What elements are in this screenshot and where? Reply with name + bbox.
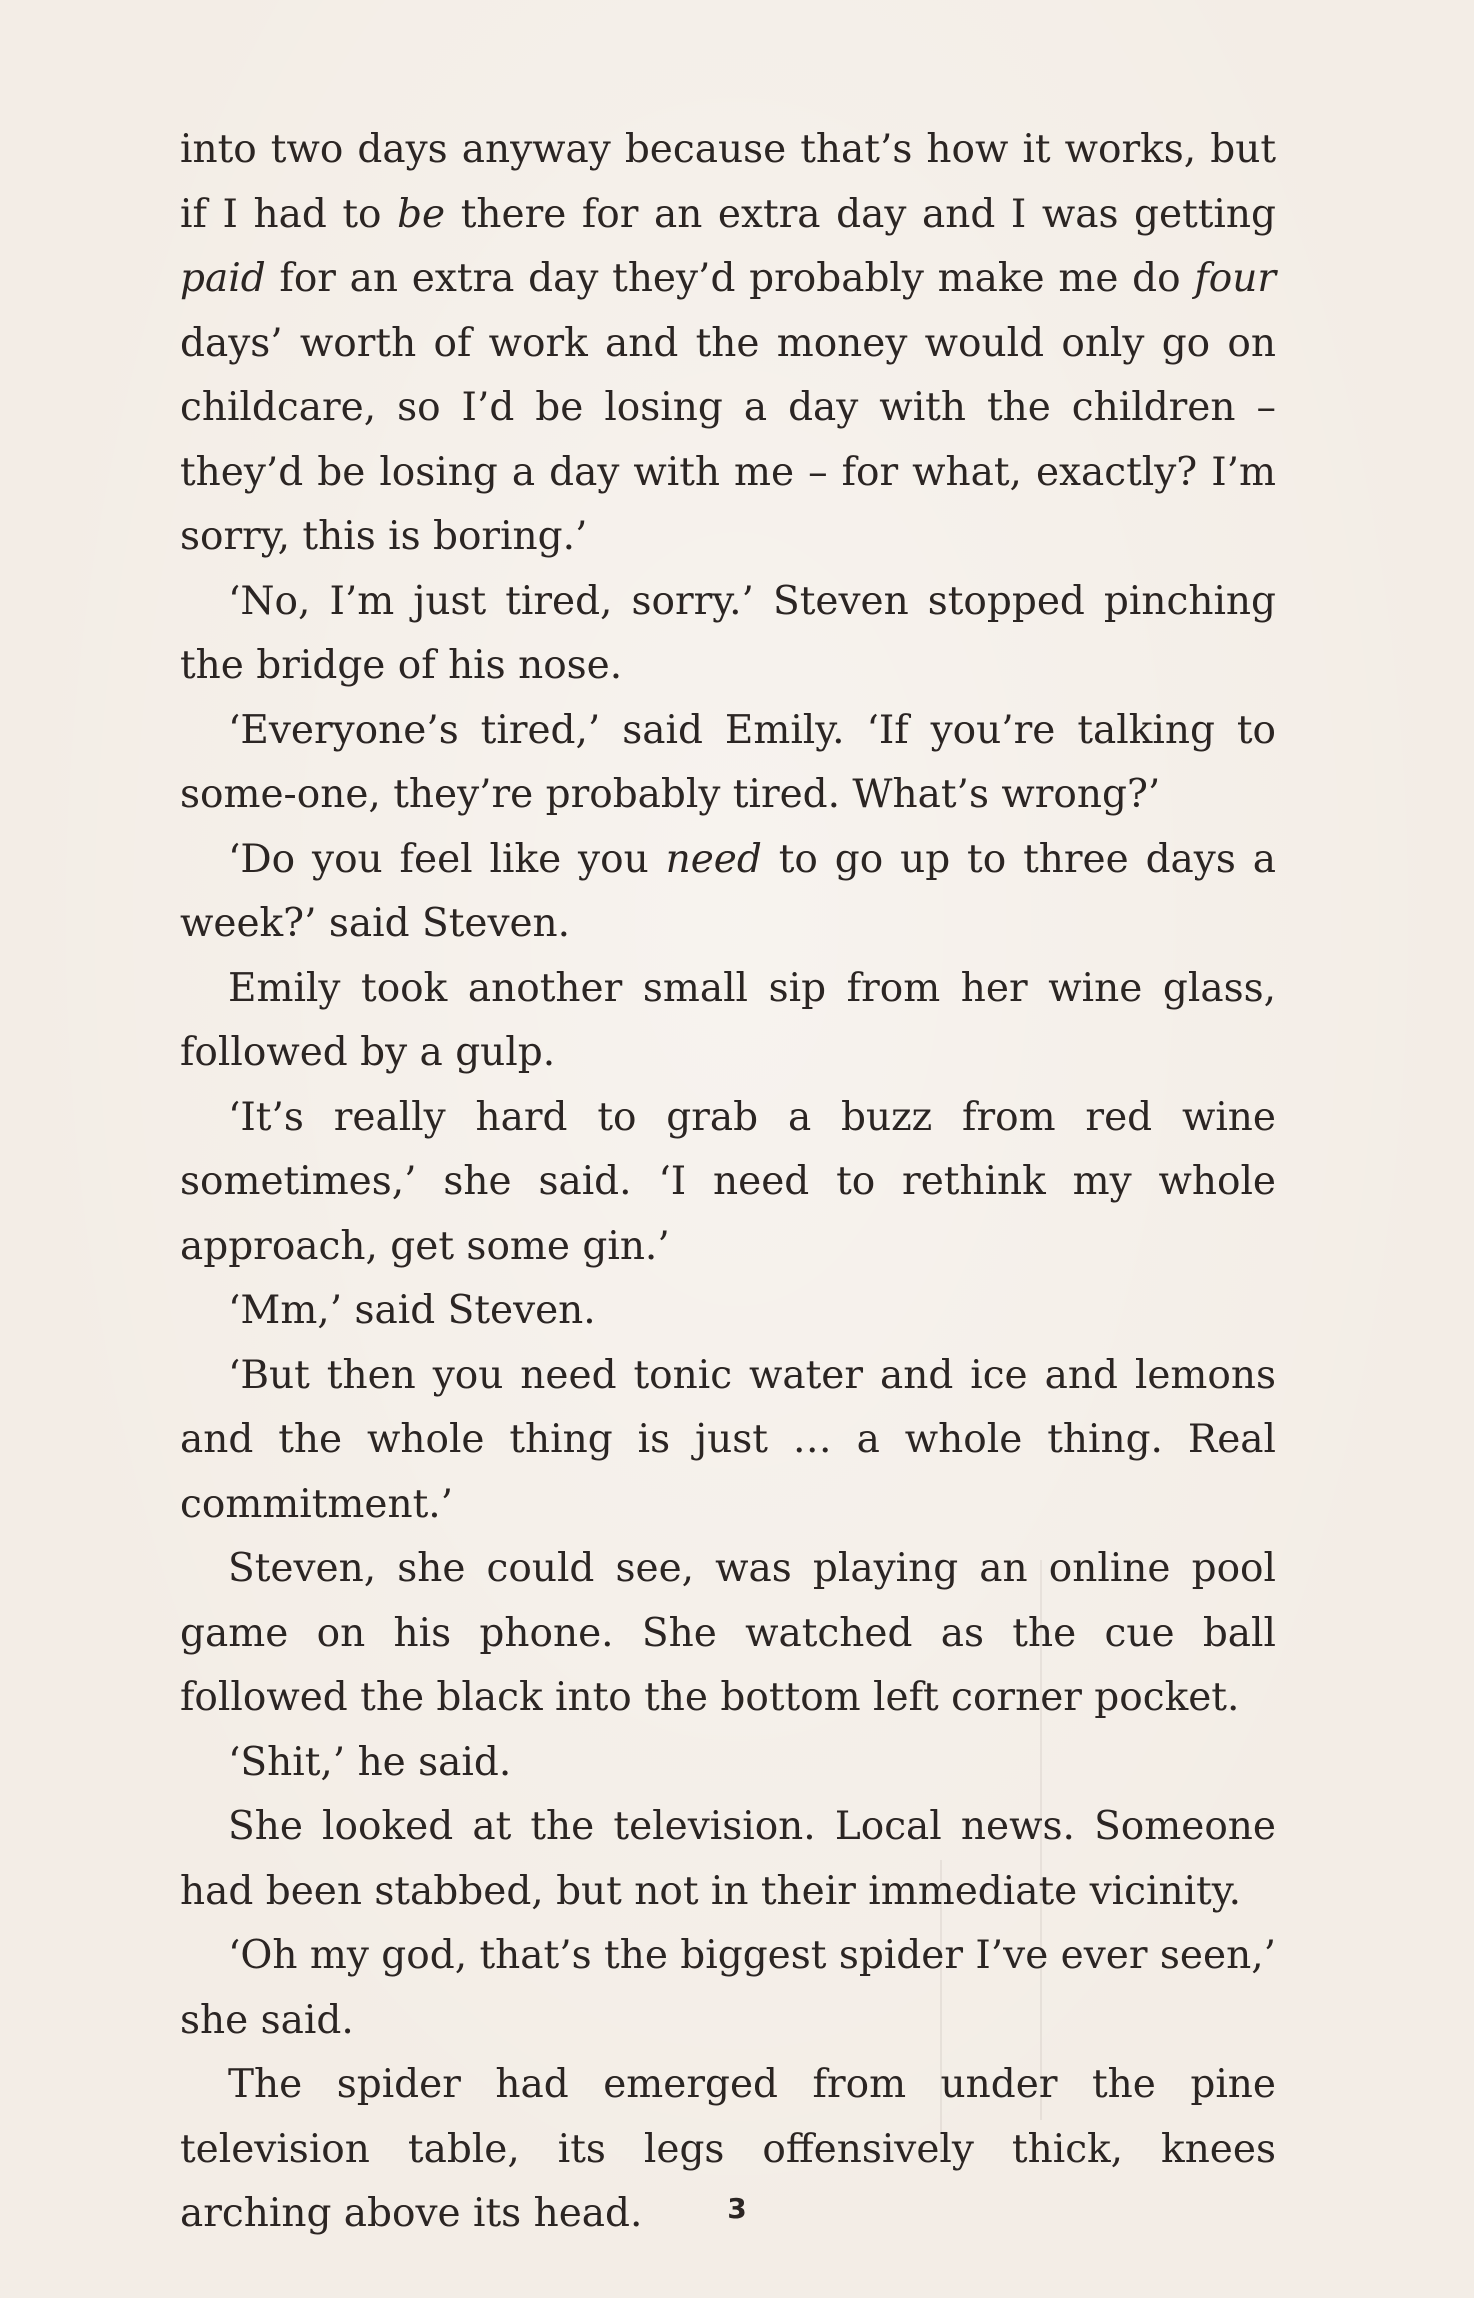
paragraph (180, 699, 1276, 828)
paragraph (180, 1279, 1276, 1344)
text-segment: ‘Oh my god, that’s the biggest spider I’ve ever seen,’ she said. (180, 1933, 1276, 2043)
text-segment: Emily took another small sip from her wine glass, followed by a gulp. (180, 965, 1276, 1075)
paragraph (180, 1537, 1276, 1731)
text-segment: ‘Everyone’s tired,’ said Emily. ‘If you’re talking to some-one, they’re probably tired. What’s wrong?’ (180, 707, 1276, 817)
text-segment: ‘Shit,’ he said. (228, 1739, 512, 1785)
paragraph (180, 118, 1276, 570)
paragraph (180, 1795, 1276, 1924)
text-segment: Steven, she could see, was playing an online pool game on his phone. She watched as the cue ball followed the black into the bottom left corner pocket. (180, 1546, 1276, 1720)
paragraph (180, 1344, 1276, 1538)
page-number: 3 (727, 2192, 747, 2225)
paragraph (180, 1731, 1276, 1796)
paragraph (180, 957, 1276, 1086)
text-segment: days’ worth of work and the money would only go on childcare, so I’d be losing a day with the children – they’d be losing a day with me – for what, exactly? I’m sorry, this is boring.’ (180, 320, 1276, 559)
text-segment: ‘But then you need tonic water and ice and lemons and the whole thing is just … a whole thing. Real commitment.’ (180, 1352, 1276, 1527)
text-segment: into two days anyway because that’s how it works, but if I had to (180, 127, 1276, 237)
italic-text: need (665, 836, 762, 882)
text-segment: there for an extra day and I was getting (445, 191, 1276, 237)
text-segment: ‘Mm,’ said Steven. (228, 1288, 596, 1333)
paragraph (180, 828, 1276, 957)
paragraph (180, 1924, 1276, 2053)
italic-text: paid (180, 256, 266, 301)
text-segment: ‘It’s really hard to grab a buzz from red wine sometimes,’ she said. ‘I need to rethink my whole approach, get some gin.’ (180, 1094, 1276, 1269)
italic-text: four (1194, 256, 1276, 301)
text-segment: She looked at the television. Local news. Someone had been stabbed, but not in their immediate vicinity. (180, 1804, 1276, 1914)
text-segment: ‘Do you feel like you (228, 836, 666, 882)
italic-text: be (397, 191, 446, 237)
body-text (180, 118, 1276, 2247)
paragraph (180, 570, 1276, 699)
text-segment: for an extra day they’d probably make me do (265, 256, 1195, 301)
text-segment: The spider had emerged from under the pine television table, its legs offensively thick, knees arching above its head. (180, 2062, 1276, 2236)
text-segment: to go up to three days a week?’ said Steven. (180, 836, 1276, 946)
text-segment: ‘No, I’m just tired, sorry.’ Steven stopped pinching the bridge of his nose. (180, 578, 1276, 688)
paragraph (180, 1086, 1276, 1280)
